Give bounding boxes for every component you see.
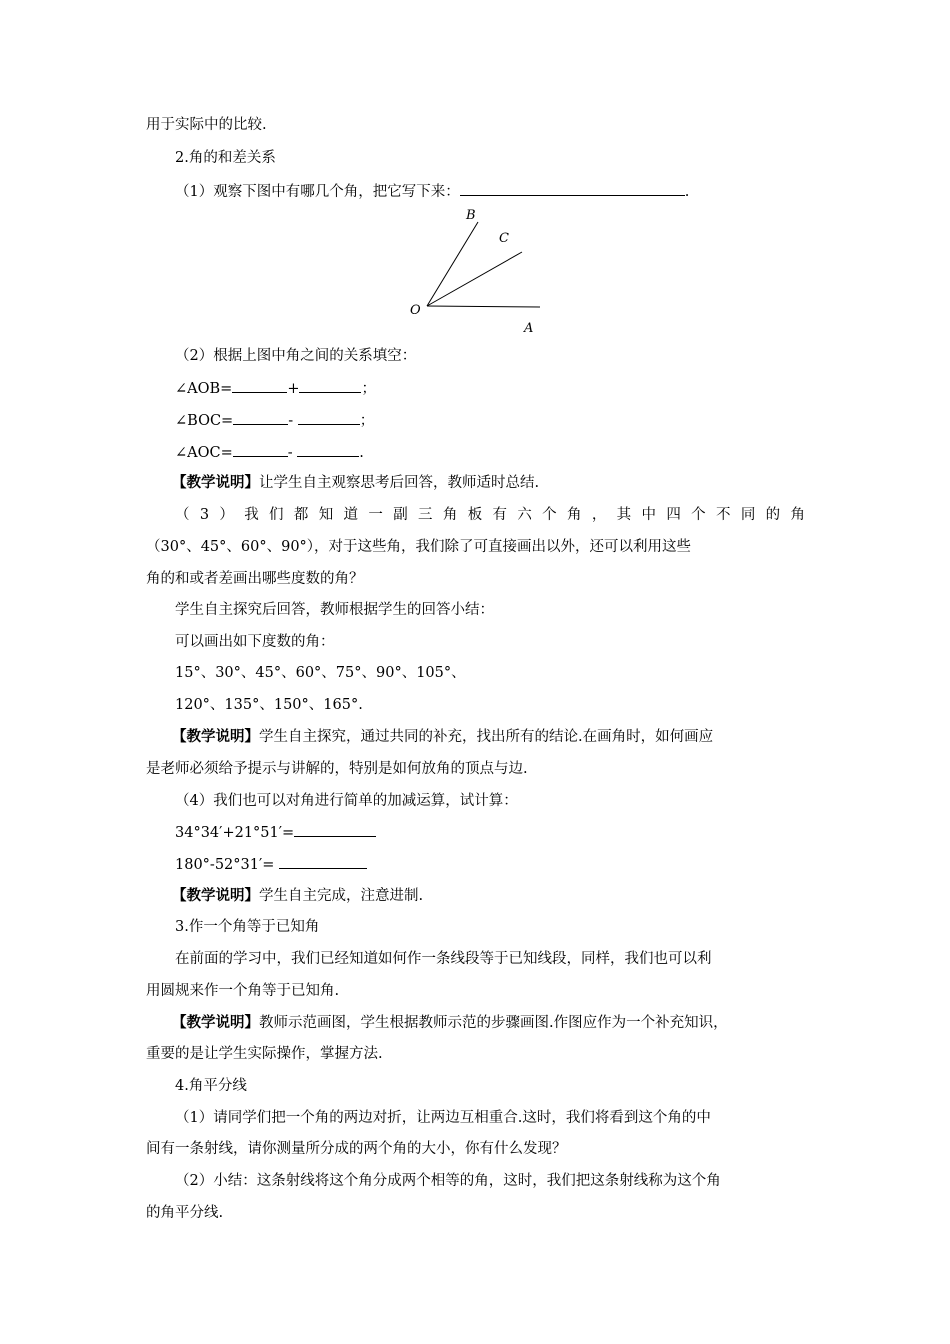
answer-blank [233, 442, 288, 457]
note-text: 让学生自主观察思考后回答，教师适时总结. [259, 475, 540, 491]
operator: + [287, 381, 300, 397]
ray-oc [427, 252, 522, 306]
question-text: （1）观察下图中有哪几个角，把它写下来： [175, 184, 460, 200]
fill-line-boc [175, 410, 374, 431]
question-line [175, 181, 689, 202]
angle-name: ∠AOB= [175, 381, 233, 397]
text-line: （2）小结：这条射线将这个角分成两个相等的角，这时，我们把这条射线称为这个角 [175, 1173, 721, 1189]
calc-expression: 180°-52°31′= [175, 857, 280, 873]
text-line: （3）我们都知道一副三角板有六个角，其中四个不同的角 [175, 507, 805, 523]
calc-line [175, 822, 376, 843]
answer-blank [297, 442, 359, 457]
text-line: 的角平分线. [146, 1205, 224, 1221]
text-line: 可以画出如下度数的角： [175, 634, 335, 650]
label-o: O [410, 303, 421, 318]
calc-expression: 34°34′+21°51′= [175, 825, 295, 841]
operator: - [287, 445, 293, 461]
teaching-note [172, 727, 713, 747]
text-line: 间有一条射线，请你测量所分成的两个角的大小，你有什么发现？ [146, 1141, 567, 1157]
note-tag: 【教学说明】 [172, 728, 259, 745]
question-line: （4）我们也可以对角进行简单的加减运算，试计算： [175, 793, 518, 809]
label-b: B [466, 208, 476, 223]
answer-blank [279, 854, 367, 869]
angle-name: ∠AOC= [175, 445, 233, 461]
answer-blank [232, 378, 287, 393]
note-text: 学生自主完成，注意进制. [259, 888, 424, 904]
degree-list: 120°、135°、150°、165°. [175, 697, 363, 713]
ray-oa [427, 306, 540, 307]
calc-line [175, 854, 367, 875]
question-line: （2）根据上图中角之间的关系填空： [175, 348, 417, 364]
text-line: 学生自主探究后回答，教师根据学生的回答小结： [175, 602, 494, 618]
section-heading: 3.作一个角等于已知角 [175, 919, 320, 935]
label-c: C [499, 231, 509, 246]
text-line: 用圆规来作一个角等于已知角. [146, 983, 340, 999]
answer-blank [298, 410, 360, 425]
period: . [684, 184, 690, 200]
note-text: 教师示范画图，学生根据教师示范的步骤画图.作图应作为一个补充知识， [259, 1015, 728, 1031]
note-tag: 【教学说明】 [172, 474, 259, 491]
note-text: 学生自主探究，通过共同的补充，找出所有的结论.在画角时，如何画应 [259, 729, 714, 745]
teaching-note [172, 473, 539, 493]
punctuation: ； [359, 413, 375, 429]
section-heading: 4.角平分线 [175, 1078, 247, 1094]
teaching-note [172, 886, 423, 906]
punctuation: ； [361, 381, 376, 397]
fill-line-aob [175, 378, 376, 399]
answer-blank [294, 822, 376, 837]
text-line: 重要的是让学生实际操作，掌握方法. [146, 1046, 383, 1062]
section-heading: 2.角的和差关系 [175, 150, 276, 166]
ray-ob [427, 222, 478, 306]
answer-blank [460, 181, 685, 196]
degree-list: 15°、30°、45°、60°、75°、90°、105°、 [175, 665, 466, 681]
note-tag: 【教学说明】 [172, 1014, 259, 1031]
text-line: （30°、45°、60°、90°），对于这些角，我们除了可直接画出以外，还可以利用这些 [146, 539, 692, 555]
angle-figure [400, 200, 560, 340]
label-a: A [524, 321, 534, 336]
text-line: 是老师必须给予提示与讲解的，特别是如何放角的顶点与边. [146, 761, 528, 777]
answer-blank [299, 378, 361, 393]
teaching-note [172, 1013, 728, 1033]
operator: - [288, 413, 294, 429]
text-line: 在前面的学习中，我们已经知道如何作一条线段等于已知线段，同样，我们也可以利 [175, 951, 712, 967]
punctuation: . [359, 445, 364, 461]
text-line: 用于实际中的比较. [146, 117, 267, 133]
note-tag: 【教学说明】 [172, 887, 259, 904]
fill-line-aoc [175, 442, 364, 463]
angle-name: ∠BOC= [175, 413, 234, 429]
answer-blank [233, 410, 288, 425]
text-line: （1）请同学们把一个角的两边对折，让两边互相重合.这时，我们将看到这个角的中 [175, 1110, 711, 1126]
text-line: 角的和或者差画出哪些度数的角？ [146, 571, 364, 587]
